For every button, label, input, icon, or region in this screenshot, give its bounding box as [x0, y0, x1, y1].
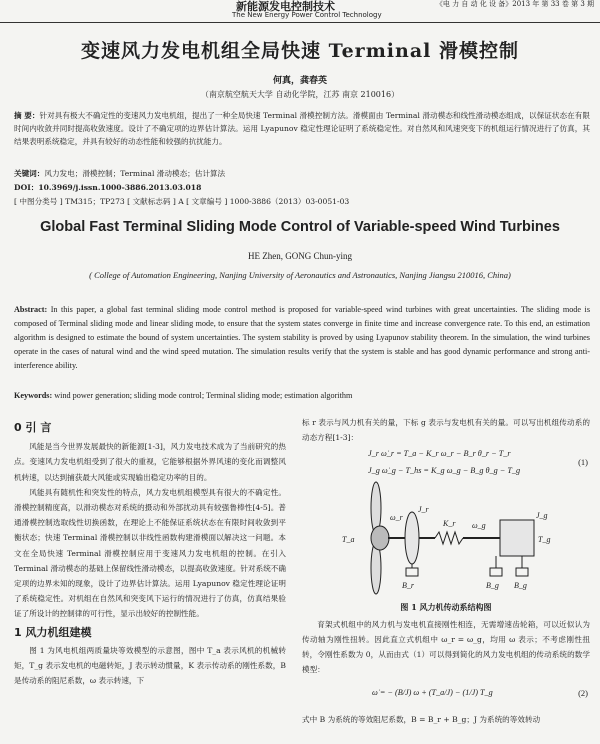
paper-title: 变速风力发电机组全局快速 Terminal 滑模控制 — [81, 40, 519, 62]
generator-damper — [490, 568, 502, 576]
rotor-damper — [406, 568, 418, 576]
section-0-paragraph-2: 风能具有随机性和突发性的特点，风力发电机组模型具有很大的不确定性。滑模控制精度高，以滑动模态对系统的摄动和外部扰动具有较强鲁棒性[4-5]。普通滑模控制选取线性切换函数，在理论上不能保证系统状态在有限时间收敛到平衡状态；快速 Terminal 滑模控制以非线性函数构建滑模面以解决这一问题。本文在全局快速 Terminal 滑模控制应用于变速风力发电机组的控制。在引入 Terminal 滑动模态的基础上保留线性滑动模态，以提高收敛速度。针对系统不确定项的边界未知的现象，设计了边界估计算法。运用 Lyapunov 稳定性理论证明了系统稳定性。对机组在自然风和突变风下运行的情况进行了仿真，仿真结果验证了所设计的控制律的可行性，显示出较好的控制性能。 — [14, 487, 286, 619]
keywords-cn-text: 风力发电；滑模控制；Terminal 滑动模态；估计算法 — [44, 169, 226, 178]
authors-en: HE Zhen, GONG Chun-ying — [248, 251, 352, 261]
journal-title-cn: 新能源发电控制技术 — [236, 0, 335, 13]
equation-2: ω̇ = − (B/J) ω + (T_a/J) − (1/J) T_g — [372, 688, 493, 697]
abstract-cn-text: 针对具有极大不确定性的变速风力发电机组，提出了一种全局快速 Terminal 滑模控制方法。滑模面由 Terminal 滑动模态和线性滑动模态组成，以保证状态在有限时间内收敛并同时提高收敛速度。设计了不确定项的边界估计算法。运用 Lyapunov 稳定性理论证明了系统稳定性。对自然风和风速突变下的机组运行情况进行了仿真，其结果表明系统稳定，并具有较好的动态性能和较强的抗扰能力。 — [14, 111, 590, 146]
abstract-en-label: Abstract: — [14, 305, 48, 314]
section-1-paragraph-1: 图 1 为风电机组两质量块等效模型的示意图，图中 T_a 表示风机的机械转矩，T_g 表示发电机的电磁转矩，J 表示转动惯量，K 表示传动系的刚性系数，B 是传动系的阻尼系数，ω 表示转速，下 — [14, 645, 286, 686]
equation-1-number: (1) — [578, 457, 588, 467]
affiliation: （南京航空航天大学 自动化学院，江苏 南京 210016） — [200, 90, 400, 99]
affiliation-en: ( College of Automation Engineering, Nanjing University of Aeronautics and Astronautics, Nanjing Jiangsu 210016, China) — [89, 270, 511, 280]
section-0-paragraph-1: 风能是当今世界发展最快的新能源[1-3]，风力发电技术成为了当前研究的热点。变速风力发电机组受到了很大的重视，它能够根据外界风速的变化而调整风机转速，以达到捕获最大风能或实现输出稳定功率的目的。 — [14, 442, 286, 482]
label-Jg: J_g — [536, 511, 548, 520]
label-Tg: T_g — [538, 535, 551, 544]
equation-1a: J_r ω̇_r = T_a − K_r ω_r − B_r θ_r − T_r — [368, 449, 511, 458]
rotor-hub — [371, 526, 389, 550]
right-paragraph-2: 育架式机组中的风力机与发电机直接刚性相连，无需增速齿轮箱，可以近似认为传动轴为刚性扭转。因此直立式机组中 ω_r = ω_g，均用 ω 表示；不考虑刚性扭转，令刚性系数为 0，从而由式（1）可以得到简化的风力发电机组的传动系统的数学模型： — [302, 620, 590, 674]
paper-title-en: Global Fast Terminal Sliding Mode Control of Variable-speed Wind Turbines — [40, 219, 560, 235]
abstract-en — [14, 303, 590, 373]
keywords-cn-label: 关键词： — [14, 169, 45, 178]
left-column — [14, 420, 286, 688]
doi: DOI：10.3969/j.issn.1000-3886.2013.03.018 — [14, 183, 202, 192]
label-Kr: K_r — [443, 519, 456, 528]
label-Ta: T_a — [342, 535, 355, 544]
keywords-cn — [14, 168, 225, 179]
label-Br: B_r — [402, 581, 414, 590]
figure-1-caption: 图 1 风力机传动系结构图 — [400, 602, 492, 612]
abstract-en-text: In this paper, a global fast terminal sliding mode control method is proposed for variable-speed wind turbines with great uncertainties. The sliding mode is composed of Terminal sliding mode and linear sliding mode, to ensure that the system states converge in finite time and increase convergence rate. To this end, an estimation algorithm is designed to estimate the bound of system uncertainties. The system stability is proved by using Lyapunov stability theorem. In the simulation, the wind turbines operate in the cases of natural wind and the wind speed mutation. The simulation results verify that the system is stable and has good dynamic performance and strong anti-interference ability. — [14, 305, 590, 370]
label-Bg-2: B_g — [514, 581, 527, 590]
section-1-heading: 1 风力机组建模 — [14, 625, 92, 639]
volume-info: 《电 力 自 动 化 设 备》2013 年 第 33 卷 第 3 期 — [435, 0, 594, 8]
authors: 何真，龚春英 — [272, 76, 327, 86]
right-column-intro: 标 r 表示与风力机有关的量，下标 g 表示与发电机有关的量。可以写出机组传动系的动态方程[1-3]： — [302, 418, 590, 443]
generator-damper-2 — [516, 568, 528, 576]
keywords-en — [14, 391, 590, 400]
label-omega-g: ω_g — [472, 521, 486, 530]
rotor-inertia — [405, 512, 419, 564]
right-paragraph-3: 式中 B 为系统的等效阻尼系数，B = B_r + B_g；J 为系统的等效转动 — [302, 715, 541, 724]
section-0-heading: 0 引 言 — [14, 421, 52, 434]
label-omega-r: ω_r — [390, 513, 403, 522]
abstract-cn-label: 摘 要： — [14, 111, 40, 120]
shaft-spring — [435, 532, 463, 544]
abstract-cn — [14, 109, 590, 148]
figure-1-drivetrain — [340, 480, 570, 598]
journal-title-en: The New Energy Power Control Technology — [232, 11, 382, 19]
label-Bg-1: B_g — [486, 581, 499, 590]
generator — [500, 520, 534, 556]
equation-2-number: (2) — [578, 688, 588, 698]
classification: [ 中图分类号 ] TM315；TP273 [ 文献标志码 ] A [ 文章编号 ] 1000-3886（2013）03-0051-03 — [14, 197, 350, 206]
keywords-en-label: Keywords: — [14, 391, 53, 400]
label-Jr: J_r — [418, 505, 429, 514]
keywords-en-text: wind power generation; sliding mode control; Terminal sliding mode; estimation algorithm — [54, 391, 353, 400]
journal-header — [0, 0, 600, 23]
equation-1b: J_g ω̇_g − T_hs = K_g ω_g − B_g θ_g − T_g — [368, 466, 521, 475]
